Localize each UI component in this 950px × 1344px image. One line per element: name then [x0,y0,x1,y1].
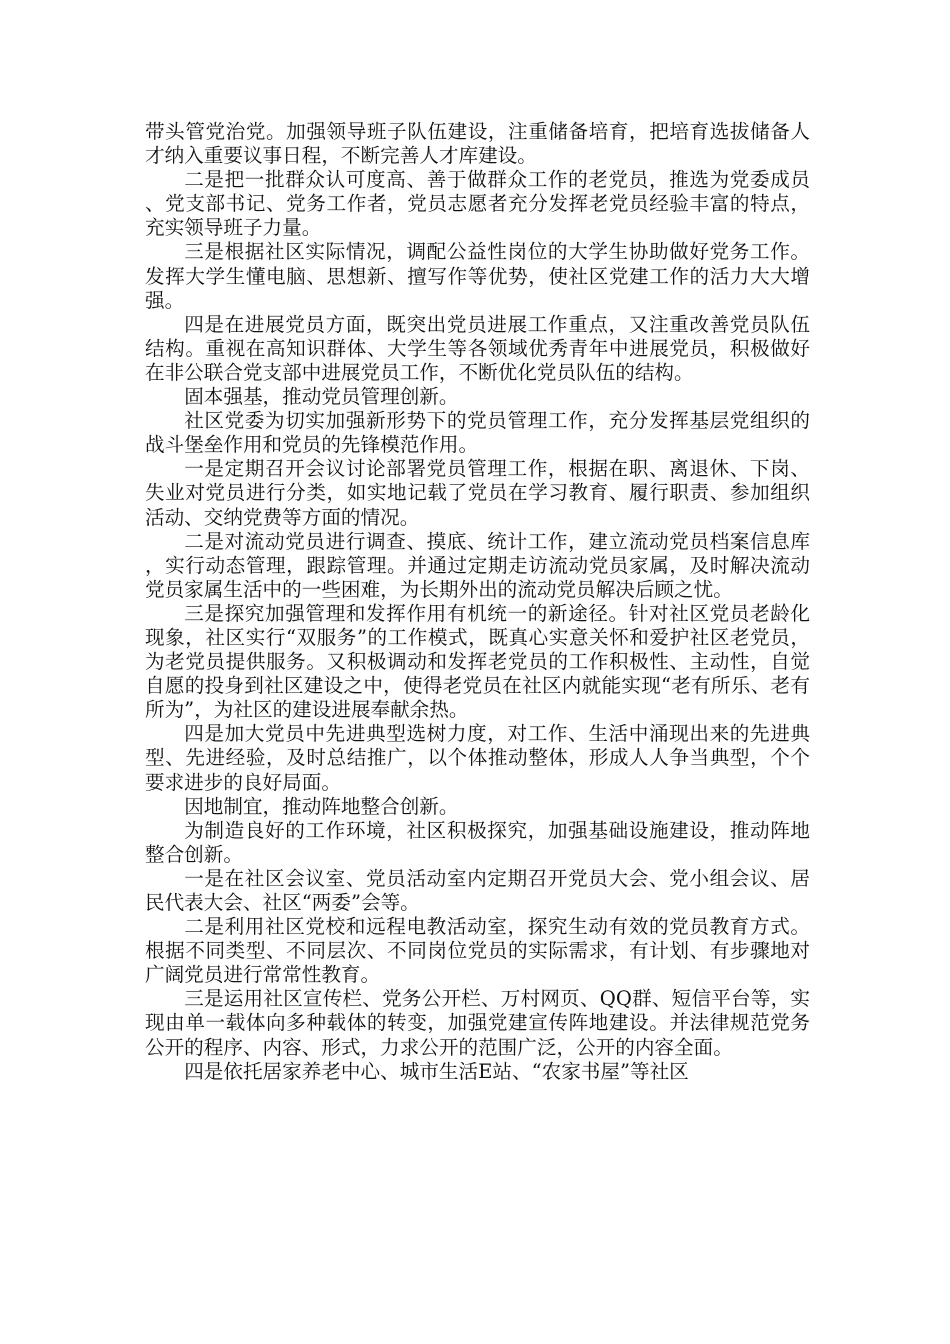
paragraph-15: 三是运用社区宣传栏、党务公开栏、万村网页、QQ群、短信平台等，实现由单一载体向多种载体的转变，加强党建宣传阵地建设。并法律规范党务公开的程序、内容、形式，力求公开的范围广泛，公开的内容全面。 [145,987,810,1059]
paragraph-4: 四是在进展党员方面，既突出党员进展工作重点，又注重改善党员队伍结构。重视在高知识群体、大学生等各领域优秀青年中进展党员，积极做好在非公联合党支部中进展党员工作，不断优化党员队伍的结构。 [145,312,810,384]
document-page [145,120,810,1084]
paragraph-9: 三是探究加强管理和发挥作用有机统一的新途径。针对社区党员老龄化现象，社区实行“双服务”的工作模式，既真心实意关怀和爱护社区老党员，为老党员提供服务。又积极调动和发挥老党员的工作积极性、主动性，自觉自愿的投身到社区建设之中，使得老党员在社区内就能实现“老有所乐、老有所为”，为社区的建设进展奉献余热。 [145,601,810,722]
paragraph-13: 一是在社区会议室、党员活动室内定期召开党员大会、党小组会议、居民代表大会、社区“两委”会等。 [145,866,810,914]
paragraph-8: 二是对流动党员进行调查、摸底、统计工作，建立流动党员档案信息库，实行动态管理，跟踪管理。并通过定期走访流动党员家属，及时解决流动党员家属生活中的一些困难，为长期外出的流动党员解决后顾之忧。 [145,529,810,601]
paragraph-7: 一是定期召开会议讨论部署党员管理工作，根据在职、离退休、下岗、失业对党员进行分类，如实地记载了党员在学习教育、履行职责、参加组织活动、交纳党费等方面的情况。 [145,457,810,529]
paragraph-3: 三是根据社区实际情况，调配公益性岗位的大学生协助做好党务工作。发挥大学生懂电脑、思想新、擅写作等优势，使社区党建工作的活力大大增强。 [145,240,810,312]
paragraph-1: 带头管党治党。加强领导班子队伍建设，注重储备培育，把培育选拔储备人才纳入重要议事日程，不断完善人才库建设。 [145,120,810,168]
paragraph-12: 为制造良好的工作环境，社区积极探究，加强基础设施建设，推动阵地整合创新。 [145,818,810,866]
paragraph-6: 社区党委为切实加强新形势下的党员管理工作，充分发挥基层党组织的战斗堡垒作用和党员的先锋模范作用。 [145,409,810,457]
paragraph-14: 二是利用社区党校和远程电教活动室，探究生动有效的党员教育方式。根据不同类型、不同层次、不同岗位党员的实际需求，有计划、有步骤地对广阔党员进行常常性教育。 [145,915,810,987]
paragraph-2: 二是把一批群众认可度高、善于做群众工作的老党员，推选为党委成员、党支部书记、党务工作者，党员志愿者充分发挥老党员经验丰富的特点，充实领导班子力量。 [145,168,810,240]
section-heading-position-integration: 因地制宜，推动阵地整合创新。 [184,794,459,818]
paragraph-16: 四是依托居家养老中心、城市生活E站、“农家书屋”等社区 [184,1059,689,1083]
section-heading-party-member-management: 固本强基，推动党员管理创新。 [184,385,459,409]
paragraph-10: 四是加大党员中先进典型选树力度，对工作、生活中涌现出来的先进典型、先进经验，及时总结推广，以个体推动整体，形成人人争当典型，个个要求进步的良好局面。 [145,722,810,794]
